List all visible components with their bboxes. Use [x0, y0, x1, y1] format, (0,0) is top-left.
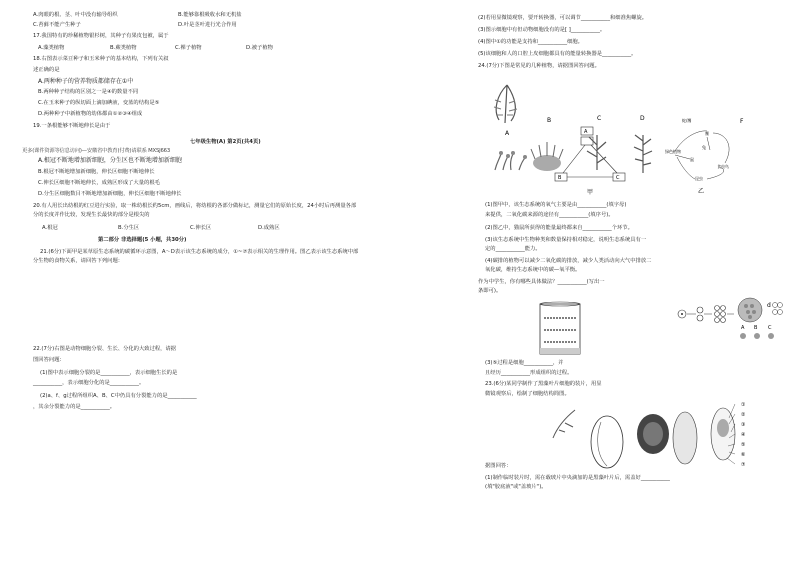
watermark-text: 更多(课件资源等信息访问)—安徽省中教育(付费)请联系 MXSJ663: [22, 148, 171, 154]
q-right-5: (5)该细胞和人的口腔上皮细胞都具有的能量转换器是___________。: [478, 51, 637, 57]
q19-option-c: C.伸长区细胞不断地伸长，成熟区形成了大量的根毛: [38, 180, 160, 186]
food-web-bird: 食虫鸟: [717, 164, 729, 169]
carbon-label-b: B: [558, 175, 562, 181]
q23-part1-cont: (填"胶底液"或"盖玻片")。: [485, 484, 547, 490]
q20-option-d: D.成熟区: [258, 225, 280, 231]
corn-section: [673, 412, 697, 464]
q16-option-a: A.肉眼的根、茎、叶中没有输导组织: [33, 12, 118, 18]
food-web-insect: 昆虫: [695, 176, 703, 181]
q24-part3-cont: 定的___________能力。: [485, 246, 541, 252]
cell-label-b: B: [754, 325, 758, 331]
q24-stem: 24.(7分)下图是常见的几种植物，请据图回答问题。: [478, 63, 600, 69]
q17-stem: 17.我国特有的珍稀植物银杉树，其种子有果皮包被，属于: [33, 33, 169, 39]
food-web-mouse: 鼠: [690, 157, 694, 162]
q22-part1: (1)图中表示细胞分裂的是___________，表示细胞生长的是: [40, 370, 178, 376]
plant-e-image: [495, 151, 527, 170]
q17-option-b: B.蕨类植物: [110, 45, 137, 51]
seed-structure-figure: [545, 398, 755, 473]
q-process-3-cont: 且经历___________形成组织的过程。: [485, 370, 573, 376]
bean-seed-outline: [591, 416, 623, 468]
cell-label-c: C: [768, 325, 772, 331]
beaker-figure: [534, 300, 586, 358]
cell-label-d: d: [767, 302, 771, 309]
seed-num-7: ⑦: [741, 462, 746, 468]
q23-stem-cont: 微镜观察后，绘制了细胞结构简图。: [485, 391, 570, 397]
carbon-label-a: A: [584, 129, 588, 135]
q21-stem: 21.(6分)下面甲是某草原生态系统的碳循环示意图，A～D表示该生态系统的成分，①~⑦表示相关的生理作用。图乙表示该生态系统中部: [40, 249, 359, 255]
q24-part3: (3)该生态系统中生物种类和数量保持相对稳定，说明生态系统具有一: [485, 237, 647, 243]
q-right-3: (3)图示细胞中有但动物细胞没有的是[ ]___________。: [478, 27, 606, 33]
q24-part1-cont: 来提供，二氧化碳来源的途径有___________(填序号)。: [485, 212, 614, 218]
seed-num-1: ①: [741, 402, 746, 408]
seed-num-6: ⑥: [741, 452, 746, 458]
q18-option-c: C.在玉米种子的纵切面上滴加碘液，变蓝的结构是⑤: [38, 100, 160, 106]
food-web-plant: 绿色植物: [665, 149, 681, 154]
plant-a-image: [494, 85, 517, 123]
plant-label-d: D: [640, 115, 645, 122]
q20-stem: 20.有人用长出幼根的红豆进行实验，取一株幼根长约5cm，画线后，将幼根的各部分做标记，测量它们的原始长度，24小时后再测量各部: [33, 203, 357, 209]
q18-option-d: D.两种种子中新植物的幼体都由①②③④组成: [38, 111, 143, 117]
q24-part5-cont: 条即可)。: [478, 288, 502, 294]
plant-d-image: [634, 135, 652, 173]
q16-option-c: C.苔藓不能产生种子: [33, 22, 81, 28]
carbon-label-c: C: [616, 175, 620, 181]
q24-part5: 作为中学生，你有哪些具体做法？___________(写出一: [478, 279, 605, 285]
food-web-hawk: 鹰: [705, 131, 709, 136]
q22-stem: 22.(7分)右图是动物细胞分裂、生长、分化的大致过程，请据: [33, 346, 177, 352]
q18-stem-cont: 述正确的是: [33, 67, 60, 73]
q23-stem: 23.(6分)某同学制作了黑藻叶片细胞的装片，用显: [485, 381, 602, 387]
carbon-label-c-top: C: [597, 115, 602, 122]
q20-option-b: B.分生区: [118, 225, 140, 231]
figure-jia-label: 甲: [587, 189, 594, 195]
plant-label-a: A: [505, 130, 510, 137]
q17-option-c: C.裸子植物: [175, 45, 202, 51]
q24-part4: (4)碳排的植物可以减少二氧化碳的排放，减少人类活动向大气中排放二: [485, 258, 652, 264]
seed-num-4: ④: [741, 432, 746, 438]
plant-c-image: [587, 135, 606, 170]
q19-stem: 19.一条根能够不断地伸长是由于: [33, 123, 111, 129]
q21-stem-cont: 分生物的食物关系，请回答下列问题：: [33, 258, 124, 264]
q16-option-b: B.能够靠根吸收水和无机盐: [178, 12, 242, 18]
q24-part1: (1)图甲中，该生态系统的氧气主要是由___________(填字母): [485, 202, 627, 208]
page-footer: 七年级生物(A) 第2页(共4页): [190, 139, 261, 145]
q16-option-d: D.叶是茎叶进行光合作用: [178, 22, 237, 28]
q19-option-d: D.分生区细胞数目不断地增加新细胞，伸长区细胞不断地伸长: [38, 191, 182, 197]
q22-part1-cont: ___________，表示细胞分化的是___________。: [33, 380, 145, 386]
cell-label-a: A: [741, 325, 745, 331]
q20-option-a: A.根冠: [42, 225, 58, 231]
plant-label-f: F: [740, 118, 744, 125]
q20-option-c: C.伸长区: [190, 225, 212, 231]
q17-option-a: A.藻类植物: [38, 45, 65, 51]
part-two-heading: 第二部分 非选择题(5 小题，共30分): [98, 237, 187, 243]
food-web-snake: 蛇/鹰: [682, 118, 692, 123]
q19-option-a: A.根冠不断地增加新细胞，分生区也不断地增加新细胞: [38, 157, 182, 164]
q19-option-b: B.根冠不断地增加新细胞，伸长区细胞不断地伸长: [38, 169, 155, 175]
seedling-sketch: [553, 410, 575, 438]
seed-num-3: ③: [741, 422, 746, 428]
q24-part2: (2)图乙中，猫鼠所获得的能量最终都来自___________个环节。: [485, 225, 633, 231]
answer-prompt: 据图回答：: [485, 463, 512, 469]
q22-part2-cont: ，其余分裂能力的是___________。: [33, 404, 116, 410]
q23-part1: (1)制作临时装片时，需在载玻片中央滴加的是黑藻叶片后，需盖好___________: [485, 475, 670, 481]
q22-stem-cont: 图回答问题：: [33, 357, 65, 363]
q18-option-b: B.两种种子结构的区别之一是④的数量不同: [38, 89, 139, 95]
cell-division-figure: [676, 296, 784, 342]
q18-option-a: A.两种种子的营养物质都储存在①中: [38, 78, 134, 85]
q24-part4-cont: 氧化碳，维持生态系统中的碳—氧平衡。: [485, 267, 581, 273]
seed-num-2: ②: [741, 412, 746, 418]
q18-stem: 18.右图表示菜豆种子和玉米种子的基本结构，下列有关叙: [33, 56, 169, 62]
food-web-rabbit: 兔: [702, 145, 706, 150]
q22-part2: (2)a、f、g过程所组织A、B、C中仍具有分裂能力的是___________: [40, 393, 197, 399]
plant-b-image: [531, 142, 563, 171]
q20-stem-cont: 分的长度并作比较，发现生长最快的部分是根尖的: [33, 212, 150, 218]
q-process-3: (3)⑤过程是细胞___________，并: [485, 360, 564, 366]
q-right-2: (2)若用显微镜观察，要开转换器，可以调节___________和细准焦螺旋。: [478, 15, 648, 21]
figure-yi-label: 乙: [698, 188, 705, 195]
q-right-4: (4)图中①的功能是支持和___________细胞。: [478, 39, 583, 45]
plant-label-b: B: [547, 117, 552, 124]
q17-option-d: D.被子植物: [246, 45, 273, 51]
food-web-diagram: [665, 117, 729, 181]
seed-num-5: ⑤: [741, 442, 746, 448]
plant-and-carbon-figure: [485, 75, 775, 195]
